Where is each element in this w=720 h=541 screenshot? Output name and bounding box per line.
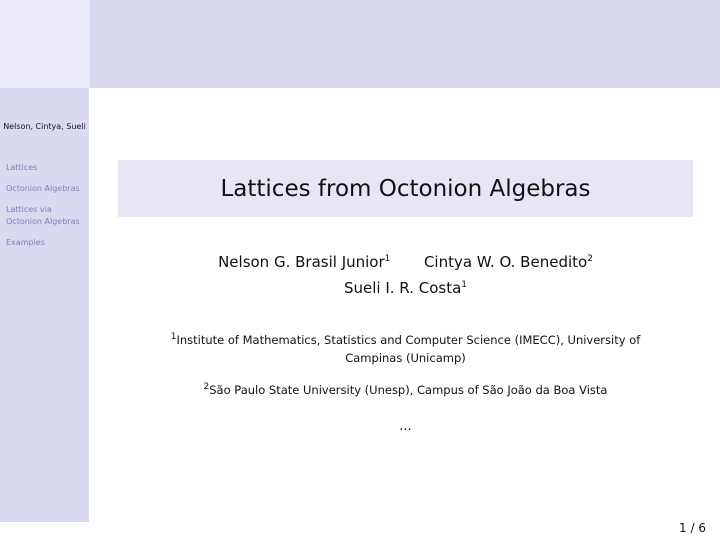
author-mark: 1: [384, 254, 391, 264]
page-number: 1 / 6: [679, 521, 706, 535]
sidebar-item-examples[interactable]: Examples: [6, 238, 45, 247]
author-name: Nelson G. Brasil Junior: [218, 253, 385, 271]
affiliation-2: [118, 378, 693, 399]
page-title: Lattices from Octonion Algebras: [220, 175, 591, 202]
affiliation-mark: 1: [170, 332, 177, 342]
affiliation-text: São Paulo State University (Unesp), Campus of São João da Boa Vista: [209, 382, 608, 397]
author-mark: 2: [587, 254, 593, 264]
author-line-2: [118, 279, 693, 297]
affiliation-text: Institute of Mathematics, Statistics and Computer Science (IMECC), University of: [176, 332, 641, 347]
header-band: [90, 0, 720, 88]
author-line-1: [118, 253, 693, 271]
author-name: Sueli I. R. Costa: [343, 279, 462, 297]
sidebar: [0, 88, 89, 522]
sidebar-item-lattices-via-octonion-algebras[interactable]: Lattices via Octonion Algebras: [6, 205, 80, 226]
affiliation-mark: 2: [203, 382, 210, 392]
author-mark: 1: [461, 280, 468, 290]
affiliation-text: Campinas (Unicamp): [345, 350, 466, 365]
sidebar-top: [0, 0, 90, 88]
sidebar-author: Nelson, Cintya, Sueli: [3, 122, 86, 131]
title-box: [118, 160, 693, 217]
date: ...: [399, 419, 412, 434]
sidebar-item-lattices[interactable]: Lattices: [6, 163, 38, 172]
author-name: Cintya W. O. Benedito: [423, 253, 588, 271]
affiliation-1: [118, 328, 693, 367]
sidebar-nav: [6, 162, 86, 258]
sidebar-item-octonion-algebras[interactable]: Octonion Algebras: [6, 184, 80, 193]
